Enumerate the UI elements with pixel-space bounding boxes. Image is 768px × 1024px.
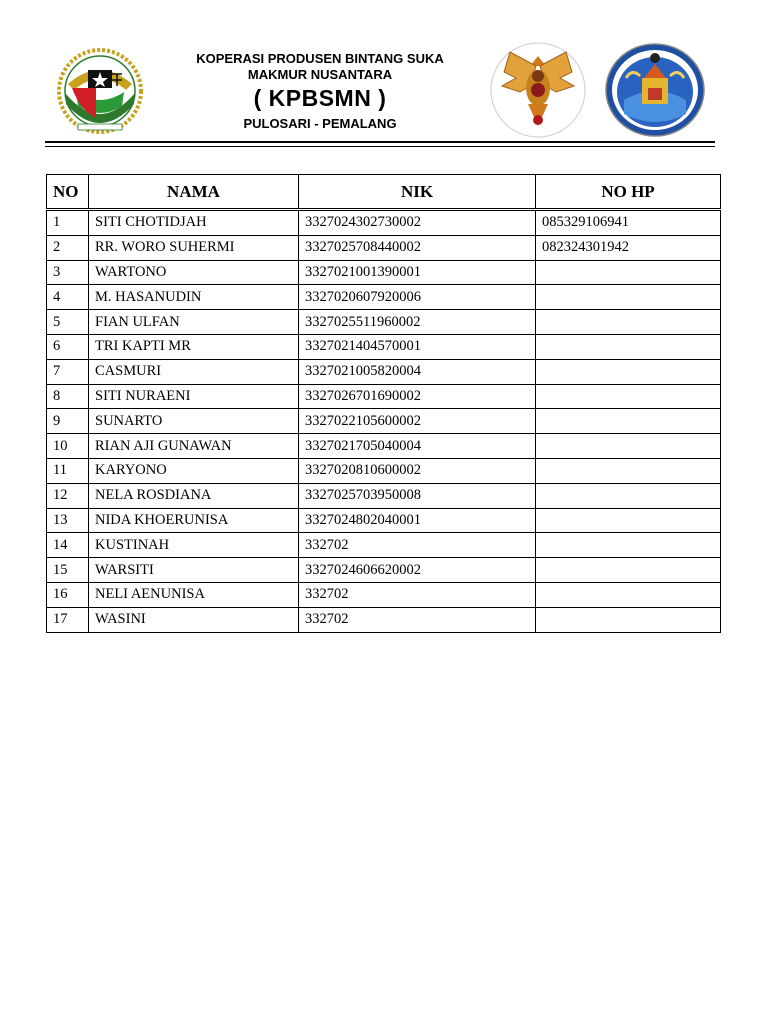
cell-no-hp [536, 582, 721, 607]
cell-nik: 3327021001390001 [299, 260, 536, 285]
table-row [47, 533, 721, 558]
cell-nama: TRI KAPTI MR [89, 334, 299, 359]
cell-nama: NIDA KHOERUNISA [89, 508, 299, 533]
cell-nik: 332702 [299, 533, 536, 558]
header-rule-thick [45, 141, 715, 143]
cell-nama: RR. WORO SUHERMI [89, 235, 299, 260]
cell-nik: 332702 [299, 582, 536, 607]
table-row [47, 260, 721, 285]
cell-nama: NELI AENUNISA [89, 582, 299, 607]
table-row [47, 310, 721, 335]
cell-no-hp [536, 483, 721, 508]
cell-nik: 3327021404570001 [299, 334, 536, 359]
cell-nik: 3327024302730002 [299, 210, 536, 236]
table-row [47, 210, 721, 236]
cell-no: 17 [47, 607, 89, 632]
cell-no: 2 [47, 235, 89, 260]
table-row [47, 558, 721, 583]
cell-nama: WARSITI [89, 558, 299, 583]
cell-no-hp [536, 334, 721, 359]
cell-nama: KARYONO [89, 458, 299, 483]
cell-no: 4 [47, 285, 89, 310]
organization-location: PULOSARI - PEMALANG [243, 116, 397, 131]
cell-nik: 3327025511960002 [299, 310, 536, 335]
cell-no-hp [536, 359, 721, 384]
table-row [47, 359, 721, 384]
table-row [47, 334, 721, 359]
table-row [47, 483, 721, 508]
cell-nama: SITI NURAENI [89, 384, 299, 409]
table-row [47, 607, 721, 632]
cell-nik: 3327024802040001 [299, 508, 536, 533]
column-header-no: NO [47, 175, 89, 210]
cell-no: 5 [47, 310, 89, 335]
cell-nama: RIAN AJI GUNAWAN [89, 434, 299, 459]
cell-no: 11 [47, 458, 89, 483]
garuda-emblem-icon [490, 42, 586, 138]
table-row [47, 582, 721, 607]
organization-name-line2: MAKMUR NUSANTARA [247, 67, 393, 82]
cell-nik: 332702 [299, 607, 536, 632]
header-rule-thin [45, 146, 715, 147]
cell-nama: FIAN ULFAN [89, 310, 299, 335]
cell-no: 7 [47, 359, 89, 384]
cell-no: 12 [47, 483, 89, 508]
letterhead [0, 0, 768, 150]
organization-name-line1: KOPERASI PRODUSEN BINTANG SUKA [196, 51, 444, 66]
cell-nama: KUSTINAH [89, 533, 299, 558]
koperasi-indonesia-emblem-icon [52, 48, 148, 134]
cell-no: 1 [47, 210, 89, 236]
cell-nik: 3327025703950008 [299, 483, 536, 508]
cell-nama: M. HASANUDIN [89, 285, 299, 310]
table-row [47, 458, 721, 483]
table-row [47, 409, 721, 434]
cell-no-hp: 082324301942 [536, 235, 721, 260]
cell-no-hp [536, 409, 721, 434]
cell-no-hp [536, 533, 721, 558]
cell-no-hp [536, 558, 721, 583]
organization-abbreviation: ( KPBSMN ) [253, 85, 387, 111]
cell-no: 14 [47, 533, 89, 558]
cell-no-hp [536, 458, 721, 483]
cell-nik: 3327025708440002 [299, 235, 536, 260]
table-row [47, 285, 721, 310]
cell-no-hp [536, 285, 721, 310]
cell-no: 6 [47, 334, 89, 359]
cell-nama: WASINI [89, 607, 299, 632]
cell-no-hp [536, 607, 721, 632]
table-body [47, 210, 721, 633]
cell-no-hp [536, 310, 721, 335]
column-header-no-hp: NO HP [536, 175, 721, 210]
regency-crest-icon [604, 42, 706, 138]
table-row [47, 384, 721, 409]
cell-no: 13 [47, 508, 89, 533]
cell-nik: 3327026701690002 [299, 384, 536, 409]
cell-nik: 3327021005820004 [299, 359, 536, 384]
cell-nik: 3327024606620002 [299, 558, 536, 583]
cell-nama: SITI CHOTIDJAH [89, 210, 299, 236]
cell-nama: CASMURI [89, 359, 299, 384]
cell-no: 10 [47, 434, 89, 459]
cell-nik: 3327022105600002 [299, 409, 536, 434]
column-header-nama: NAMA [89, 175, 299, 210]
cell-no: 16 [47, 582, 89, 607]
table-row [47, 235, 721, 260]
cell-no-hp [536, 260, 721, 285]
cell-nik: 3327020607920006 [299, 285, 536, 310]
cell-no: 9 [47, 409, 89, 434]
cell-no: 3 [47, 260, 89, 285]
cell-no-hp [536, 508, 721, 533]
cell-nik: 3327021705040004 [299, 434, 536, 459]
cell-no-hp: 085329106941 [536, 210, 721, 236]
member-table [46, 174, 721, 633]
cell-no: 15 [47, 558, 89, 583]
table-header-row [47, 175, 721, 210]
cell-nama: NELA ROSDIANA [89, 483, 299, 508]
cell-nama: WARTONO [89, 260, 299, 285]
column-header-nik: NIK [299, 175, 536, 210]
cell-no-hp [536, 384, 721, 409]
table-row [47, 434, 721, 459]
cell-nama: SUNARTO [89, 409, 299, 434]
cell-no: 8 [47, 384, 89, 409]
table-row [47, 508, 721, 533]
cell-no-hp [536, 434, 721, 459]
cell-nik: 3327020810600002 [299, 458, 536, 483]
